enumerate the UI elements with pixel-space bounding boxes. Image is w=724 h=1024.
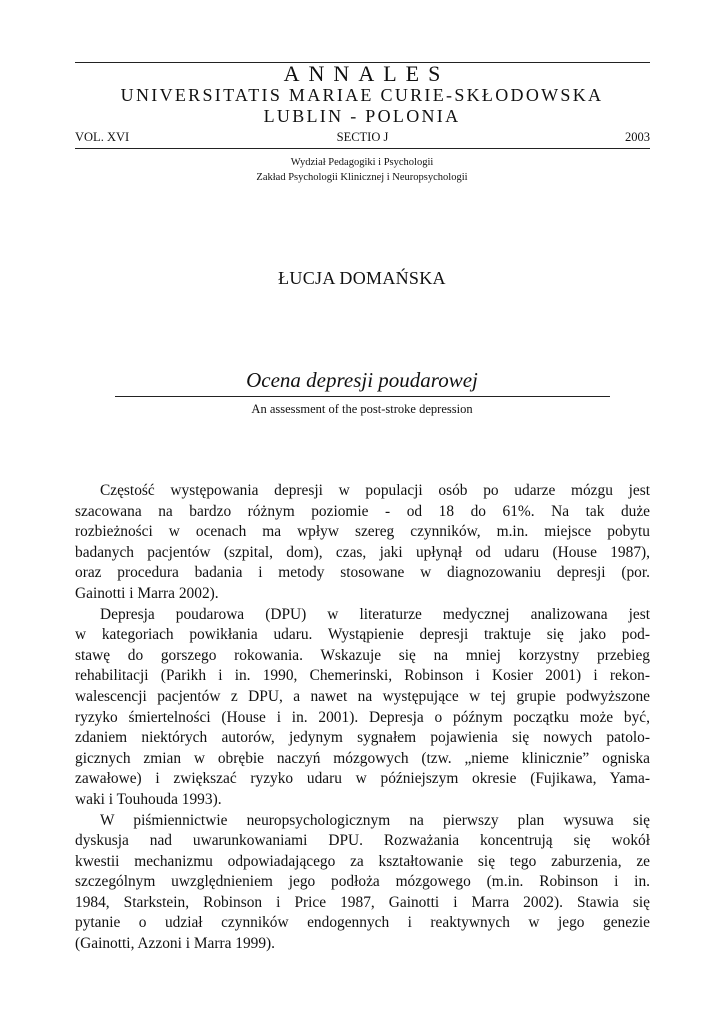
text-line: badanych pacjentów (szpital, dom), czas, jaki upłynął od udaru (House 1987), xyxy=(75,543,650,561)
article-body xyxy=(75,481,650,955)
author-name: ŁUCJA DOMAŃSKA xyxy=(278,268,446,288)
text-line: Częstość występowania depresji w populacji osób po udarze mózgu jest xyxy=(100,482,650,499)
text-line: szczególnym uwzględnieniem jego podłoża mózgowego (m.in. Robinson i in. xyxy=(75,873,650,891)
text-line: gicznych zmian w obrębie naczyń mózgowych (tzw. „nieme klinicznie” ogniska xyxy=(75,749,650,767)
text-line: szacowana na bardzo różnym poziomie - od 18 do 61%. Na tak duże xyxy=(75,502,650,520)
text-line: rehabilitacji (Parikh i in. 1990, Chemerinski, Robinson i Kosier 2001) i rekon- xyxy=(75,667,650,685)
text-line: ryzyko śmiertelności (House i in. 2001). Depresja o późnym początku może być, xyxy=(75,708,650,726)
text-line: Depresja poudarowa (DPU) w literaturze medycznej analizowana jest xyxy=(100,605,650,623)
article-subtitle: An assessment of the post-stroke depression xyxy=(251,402,473,416)
text-line: w kategoriach powikłania udaru. Wystąpienie depresji traktuje się jako pod- xyxy=(75,626,650,644)
text-line: W piśmiennictwie neuropsychologicznym na pierwszy plan wysuwa się xyxy=(100,811,650,829)
paragraph-3 xyxy=(75,811,650,955)
text-line: pytanie o udział czynników endogennych i reaktywnych w jego genezie xyxy=(75,914,650,932)
text-line: rozbieżności w ocenach ma wpływ szereg czynników, m.in. miejsce pobytu xyxy=(75,523,650,541)
text-line: Gainotti i Marra 2002). xyxy=(75,584,219,602)
department-affiliation: Zakład Psychologii Klinicznej i Neuropsychologii xyxy=(256,172,468,183)
text-line: (Gainotti, Azzoni i Marra 1999). xyxy=(75,935,276,953)
text-line: walescencji pacjentów z DPU, a nawet na występujące w tej grupie podwyższone xyxy=(75,687,650,705)
title-rule xyxy=(115,396,610,397)
journal-name: ANNALES xyxy=(283,61,450,86)
year-label: 2003 xyxy=(625,130,650,144)
volume-label: VOL. XVI xyxy=(75,130,130,144)
text-line: zdaniem niektórych autorów, jedynym sygnałem pojawienia się nowych patolo- xyxy=(75,729,650,747)
text-line: zawałowe) i zwiększać ryzyko udaru w późniejszym okresie (Fujikawa, Yama- xyxy=(75,770,650,788)
text-line: oraz procedura badania i metody stosowane w diagnozowaniu depresji (por. xyxy=(75,564,650,582)
paragraph-1 xyxy=(75,481,650,605)
university-name: UNIVERSITATIS MARIAE CURIE-SKŁODOWSKA xyxy=(120,85,604,105)
journal-location: LUBLIN - POLONIA xyxy=(263,106,461,126)
article-title: Ocena depresji poudarowej xyxy=(246,368,478,392)
faculty-affiliation: Wydział Pedagogiki i Psychologii xyxy=(290,157,434,168)
text-line: kwestii mechanizmu odpowiadającego za kształtowanie się tego zaburzenia, ze xyxy=(75,852,650,870)
text-line: 1984, Starkstein, Robinson i Price 1987, Gainotti i Marra 2002). Stawia się xyxy=(75,893,650,911)
sectio-label: SECTIO J xyxy=(336,130,389,144)
paragraph-2 xyxy=(75,605,650,811)
text-line: waki i Touhouda 1993). xyxy=(75,790,222,808)
text-line: dyskusja nad uwarunkowaniami DPU. Rozważania koncentrują się wokół xyxy=(75,832,650,850)
header-bottom-rule xyxy=(75,148,650,149)
text-line: stawę do gorszego rokowania. Wskazuje się na mniej korzystny przebieg xyxy=(75,646,650,664)
issue-meta-row xyxy=(75,128,650,146)
